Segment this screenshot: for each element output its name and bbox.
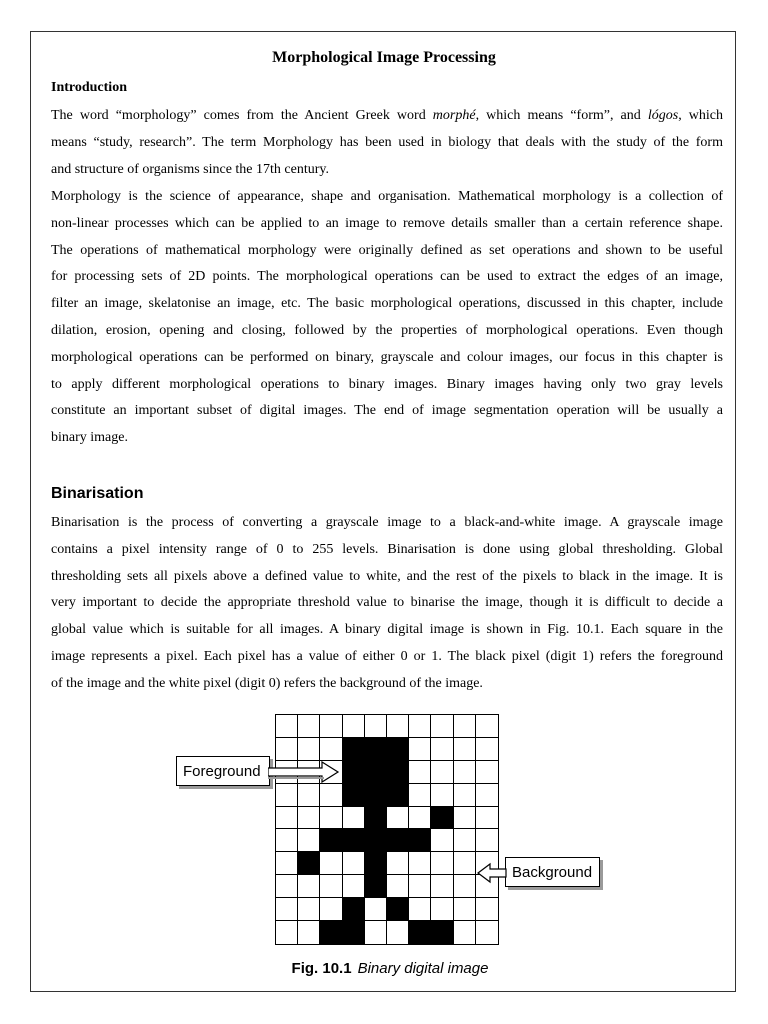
paragraph-line: dilation, erosion, opening and closing, followed by the properties of morphological operations. Even though xyxy=(51,322,723,338)
arrow-right-icon xyxy=(268,760,340,784)
paragraph-line: global value which is suitable for all images. A binary digital image is shown in Fig. 10.1. Each square in the xyxy=(51,622,723,638)
pixel-cell xyxy=(298,807,320,830)
pixel-cell xyxy=(387,807,409,830)
paragraph-line: non-linear processes which can be applied to an image to remove details smaller than a certain reference shape. xyxy=(51,215,723,231)
pixel-cell xyxy=(431,761,453,784)
pixel-cell xyxy=(431,715,453,738)
pixel-cell xyxy=(343,761,365,784)
pixel-cell xyxy=(276,852,298,875)
pixel-cell xyxy=(276,784,298,807)
pixel-cell xyxy=(298,829,320,852)
pixel-cell xyxy=(476,784,498,807)
paragraph-line: means “study, research”. The term Morphology has been used in biology that deals with the study of the form xyxy=(51,134,723,150)
page-title: Morphological Image Processing xyxy=(272,49,496,66)
pixel-cell xyxy=(409,875,431,898)
pixel-cell xyxy=(409,807,431,830)
pixel-cell xyxy=(320,852,342,875)
pixel-cell xyxy=(298,921,320,944)
background-callout: Background xyxy=(505,857,600,887)
italic-term: lógos xyxy=(647,108,679,123)
pixel-cell xyxy=(320,875,342,898)
pixel-cell xyxy=(298,898,320,921)
paragraph-line: for processing sets of 2D points. The morphological operations can be used to extract the edges of an image, xyxy=(51,269,723,285)
paragraph-line xyxy=(51,103,723,130)
pixel-cell xyxy=(409,829,431,852)
figure-number: Fig. 10.1 xyxy=(291,960,352,977)
pixel-cell xyxy=(409,761,431,784)
paragraph-line: and structure of organisms since the 17th century. xyxy=(51,161,329,177)
pixel-cell xyxy=(365,807,387,830)
pixel-cell xyxy=(320,898,342,921)
pixel-cell xyxy=(320,829,342,852)
paragraph-line: image represents a pixel. Each pixel has a value of either 0 or 1. The black pixel (digit 1) refers the foreground xyxy=(51,648,723,664)
pixel-cell xyxy=(409,715,431,738)
paragraph-line: very important to decide the appropriate threshold value to binarise the image, though it is difficult to decide a xyxy=(51,595,723,611)
pixel-cell xyxy=(365,784,387,807)
pixel-cell xyxy=(276,715,298,738)
pixel-cell xyxy=(365,829,387,852)
pixel-cell xyxy=(454,921,476,944)
pixel-cell xyxy=(454,898,476,921)
pixel-cell xyxy=(387,898,409,921)
pixel-cell xyxy=(387,829,409,852)
pixel-cell xyxy=(387,761,409,784)
pixel-cell xyxy=(343,829,365,852)
pixel-cell xyxy=(298,715,320,738)
pixel-cell xyxy=(298,852,320,875)
pixel-cell xyxy=(365,738,387,761)
paragraph-line: Morphology is the science of appearance, shape and organisation. Mathematical morphology is a collection of xyxy=(51,189,723,204)
paragraph-line: constitute an important subset of digital images. The end of image segmentation operation will be usually a xyxy=(51,403,723,419)
pixel-cell xyxy=(298,875,320,898)
binarisation-paragraph xyxy=(51,510,723,698)
pixel-cell xyxy=(409,898,431,921)
pixel-cell xyxy=(365,921,387,944)
pixel-cell xyxy=(343,875,365,898)
pixel-cell xyxy=(276,875,298,898)
pixel-cell xyxy=(431,852,453,875)
pixel-cell xyxy=(298,784,320,807)
pixel-cell xyxy=(476,761,498,784)
paragraph-line: to apply different morphological operations to binary images. Binary images having only two gray levels xyxy=(51,376,723,392)
pixel-cell xyxy=(431,738,453,761)
binarisation-heading: Binarisation xyxy=(51,485,144,502)
pixel-cell xyxy=(365,852,387,875)
pixel-cell xyxy=(454,852,476,875)
pixel-cell xyxy=(454,807,476,830)
pixel-cell xyxy=(454,829,476,852)
pixel-cell xyxy=(320,807,342,830)
text-run: The word “morphology” comes from the Ancient Greek word xyxy=(51,108,433,123)
figure-caption-text: Binary digital image xyxy=(357,960,489,977)
pixel-cell xyxy=(365,875,387,898)
pixel-cell xyxy=(476,715,498,738)
introduction-paragraph-1 xyxy=(51,103,723,183)
pixel-cell xyxy=(431,921,453,944)
pixel-cell xyxy=(454,875,476,898)
pixel-cell xyxy=(320,738,342,761)
pixel-cell xyxy=(343,898,365,921)
paragraph-line: binary image. xyxy=(51,430,128,446)
arrow-left-icon xyxy=(476,862,508,884)
paragraph-line: Binarisation is the process of converting a grayscale image to a black-and-white image. A grayscale image xyxy=(51,515,723,530)
pixel-cell xyxy=(343,921,365,944)
pixel-grid xyxy=(275,714,499,945)
pixel-cell xyxy=(365,715,387,738)
paragraph-line: filter an image, skelatonise an image, etc. The basic morphological operations, discussed in this chapter, include xyxy=(51,296,723,312)
pixel-cell xyxy=(343,784,365,807)
figure-caption xyxy=(170,959,610,979)
pixel-cell xyxy=(276,829,298,852)
pixel-cell xyxy=(343,852,365,875)
italic-term: morphé xyxy=(432,108,476,123)
pixel-cell xyxy=(454,738,476,761)
foreground-callout: Foreground xyxy=(176,756,270,786)
pixel-cell xyxy=(431,875,453,898)
pixel-cell xyxy=(343,807,365,830)
pixel-cell xyxy=(409,921,431,944)
pixel-cell xyxy=(454,784,476,807)
pixel-cell xyxy=(343,738,365,761)
pixel-cell xyxy=(476,738,498,761)
pixel-cell xyxy=(387,852,409,875)
pixel-cell xyxy=(276,807,298,830)
pixel-cell xyxy=(387,784,409,807)
pixel-cell xyxy=(365,898,387,921)
introduction-paragraph-2 xyxy=(51,184,723,452)
pixel-cell xyxy=(454,715,476,738)
pixel-cell xyxy=(320,784,342,807)
pixel-cell xyxy=(298,738,320,761)
pixel-cell xyxy=(343,715,365,738)
pixel-cell xyxy=(387,921,409,944)
pixel-cell xyxy=(320,921,342,944)
pixel-cell xyxy=(431,807,453,830)
paragraph-line: The operations of mathematical morphology were originally defined as set operations and shown to be useful xyxy=(51,242,723,258)
paragraph-line: of the image and the white pixel (digit 0) refers the background of the image. xyxy=(51,675,483,691)
paragraph-line: contains a pixel intensity range of 0 to 255 levels. Binarisation is done using global thresholding. Global xyxy=(51,541,723,557)
pixel-cell xyxy=(276,738,298,761)
pixel-cell xyxy=(320,715,342,738)
pixel-cell xyxy=(409,852,431,875)
pixel-cell xyxy=(476,921,498,944)
pixel-cell xyxy=(387,715,409,738)
paragraph-line: morphological operations can be performed on binary, grayscale and colour images, our focus in this chapter is xyxy=(51,349,723,365)
pixel-cell xyxy=(409,784,431,807)
pixel-cell xyxy=(276,921,298,944)
pixel-cell xyxy=(476,807,498,830)
pixel-cell xyxy=(431,898,453,921)
text-run: , which xyxy=(678,108,723,123)
pixel-cell xyxy=(476,829,498,852)
pixel-cell xyxy=(431,784,453,807)
binary-image-figure xyxy=(170,710,610,985)
pixel-cell xyxy=(387,738,409,761)
introduction-heading: Introduction xyxy=(51,80,127,95)
pixel-cell xyxy=(365,761,387,784)
pixel-cell xyxy=(276,898,298,921)
pixel-cell xyxy=(409,738,431,761)
text-run: , which means “form”, and xyxy=(475,108,648,123)
pixel-cell xyxy=(476,898,498,921)
pixel-cell xyxy=(454,761,476,784)
pixel-cell xyxy=(431,829,453,852)
pixel-cell xyxy=(387,875,409,898)
paragraph-line: thresholding sets all pixels above a defined value to white, and the rest of the pixels to black in the image. It is xyxy=(51,568,723,584)
